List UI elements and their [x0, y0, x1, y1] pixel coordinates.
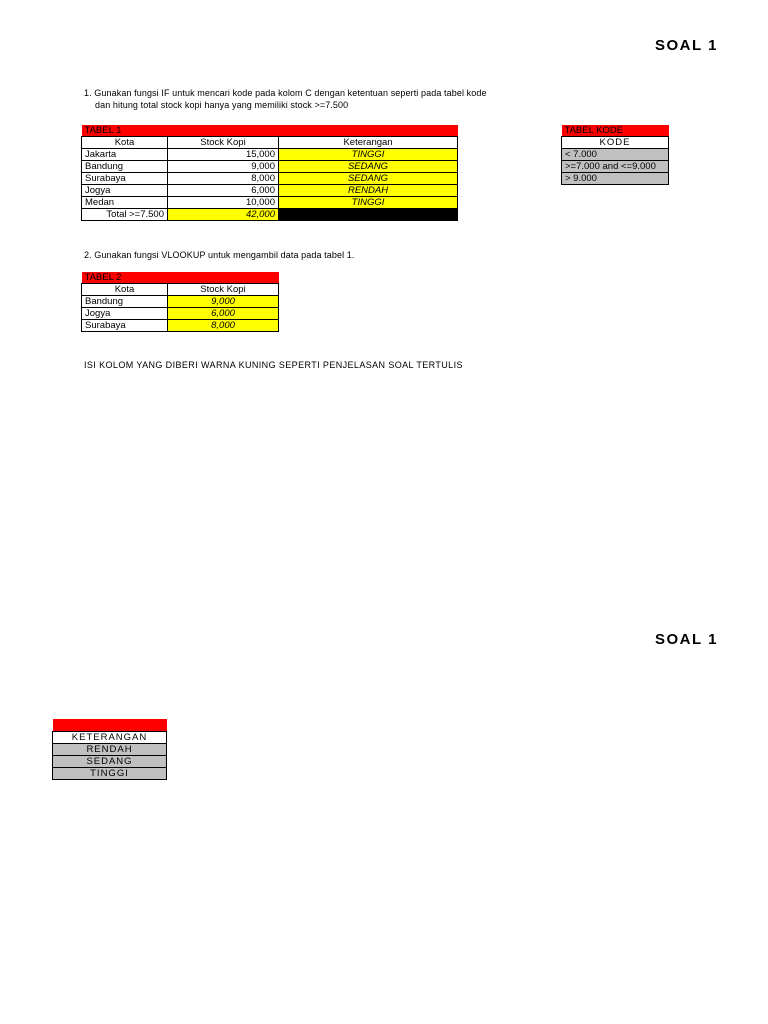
- table-row: [82, 149, 458, 161]
- keterangan-table-title-bar: [53, 719, 167, 732]
- tabel-1-stock-cell[interactable]: 6,000: [168, 185, 279, 197]
- tabel-kode-header[interactable]: KODE: [562, 137, 669, 149]
- table-row: [82, 320, 279, 332]
- tabel-1-total-row: [82, 209, 458, 221]
- instruction-1-line-1: 1. Gunakan fungsi IF untuk mencari kode pada kolom C dengan ketentuan seperti pada tabel kode: [84, 88, 487, 98]
- tabel-kode-cell[interactable]: >=7.000 and <=9.000: [562, 161, 669, 173]
- tabel-1-keterangan-cell[interactable]: SEDANG: [279, 161, 458, 173]
- instruction-2: 2. Gunakan fungsi VLOOKUP untuk mengambil data pada tabel 1.: [84, 250, 355, 260]
- table-row: [82, 161, 458, 173]
- tabel-2-stock-cell[interactable]: 8,000: [168, 320, 279, 332]
- table-row: [562, 161, 669, 173]
- tabel-1-stock-cell[interactable]: 15,000: [168, 149, 279, 161]
- keterangan-table-cell[interactable]: RENDAH: [53, 744, 167, 756]
- tabel-1-kota-cell[interactable]: Medan: [82, 197, 168, 209]
- tabel-1-stock-cell[interactable]: 8,000: [168, 173, 279, 185]
- tabel-kode-cell[interactable]: < 7.000: [562, 149, 669, 161]
- tabel-1-stock-cell[interactable]: 9,000: [168, 161, 279, 173]
- tabel-2-stock-cell[interactable]: 9,000: [168, 296, 279, 308]
- instruction-note: ISI KOLOM YANG DIBERI WARNA KUNING SEPERTI PENJELASAN SOAL TERTULIS: [84, 360, 463, 370]
- tabel-2-header-kota[interactable]: Kota: [82, 284, 168, 296]
- tabel-1-kota-cell[interactable]: Bandung: [82, 161, 168, 173]
- tabel-2-stock-cell[interactable]: 6,000: [168, 308, 279, 320]
- tabel-kode: [561, 125, 669, 185]
- instruction-1-line-2: dan hitung total stock kopi hanya yang memiliki stock >=7.500: [95, 100, 349, 110]
- tabel-1-keterangan-cell[interactable]: TINGGI: [279, 197, 458, 209]
- tabel-2-kota-cell[interactable]: Surabaya: [82, 320, 168, 332]
- table-row: [82, 197, 458, 209]
- tabel-2-title: TABEL 2: [82, 272, 279, 284]
- keterangan-table-cell[interactable]: SEDANG: [53, 756, 167, 768]
- tabel-1-blank-cell[interactable]: [279, 209, 458, 221]
- tabel-2-kota-cell[interactable]: Bandung: [82, 296, 168, 308]
- keterangan-table-cell[interactable]: TINGGI: [53, 768, 167, 780]
- tabel-1-total-value[interactable]: 42,000: [168, 209, 279, 221]
- tabel-1-header-keterangan[interactable]: Keterangan: [279, 137, 458, 149]
- table-row: [82, 173, 458, 185]
- tabel-kode-title: TABEL KODE: [562, 125, 669, 137]
- tabel-1-keterangan-cell[interactable]: RENDAH: [279, 185, 458, 197]
- table-row: [82, 308, 279, 320]
- tabel-1: [81, 125, 458, 221]
- tabel-kode-cell[interactable]: > 9.000: [562, 173, 669, 185]
- tabel-1-kota-cell[interactable]: Jogya: [82, 185, 168, 197]
- table-row: [562, 173, 669, 185]
- table-row: [82, 296, 279, 308]
- tabel-2-header-stock[interactable]: Stock Kopi: [168, 284, 279, 296]
- keterangan-table: [52, 719, 167, 780]
- tabel-1-kota-cell[interactable]: Surabaya: [82, 173, 168, 185]
- table-row: [53, 768, 167, 780]
- tabel-1-header-stock[interactable]: Stock Kopi: [168, 137, 279, 149]
- tabel-2: [81, 272, 279, 332]
- keterangan-table-header[interactable]: KETERANGAN: [53, 732, 167, 744]
- tabel-1-header-kota[interactable]: Kota: [82, 137, 168, 149]
- page-title-soal-2: SOAL 1: [655, 631, 718, 648]
- tabel-1-title: TABEL 1: [82, 125, 458, 137]
- tabel-1-kota-cell[interactable]: Jakarta: [82, 149, 168, 161]
- tabel-1-total-label[interactable]: Total >=7.500: [82, 209, 168, 221]
- table-row: [53, 756, 167, 768]
- tabel-1-stock-cell[interactable]: 10,000: [168, 197, 279, 209]
- table-row: [53, 744, 167, 756]
- page-title-soal: SOAL 1: [655, 37, 718, 54]
- tabel-2-kota-cell[interactable]: Jogya: [82, 308, 168, 320]
- tabel-1-keterangan-cell[interactable]: SEDANG: [279, 173, 458, 185]
- table-row: [562, 149, 669, 161]
- tabel-1-keterangan-cell[interactable]: TINGGI: [279, 149, 458, 161]
- instruction-1: [84, 87, 487, 111]
- table-row: [82, 185, 458, 197]
